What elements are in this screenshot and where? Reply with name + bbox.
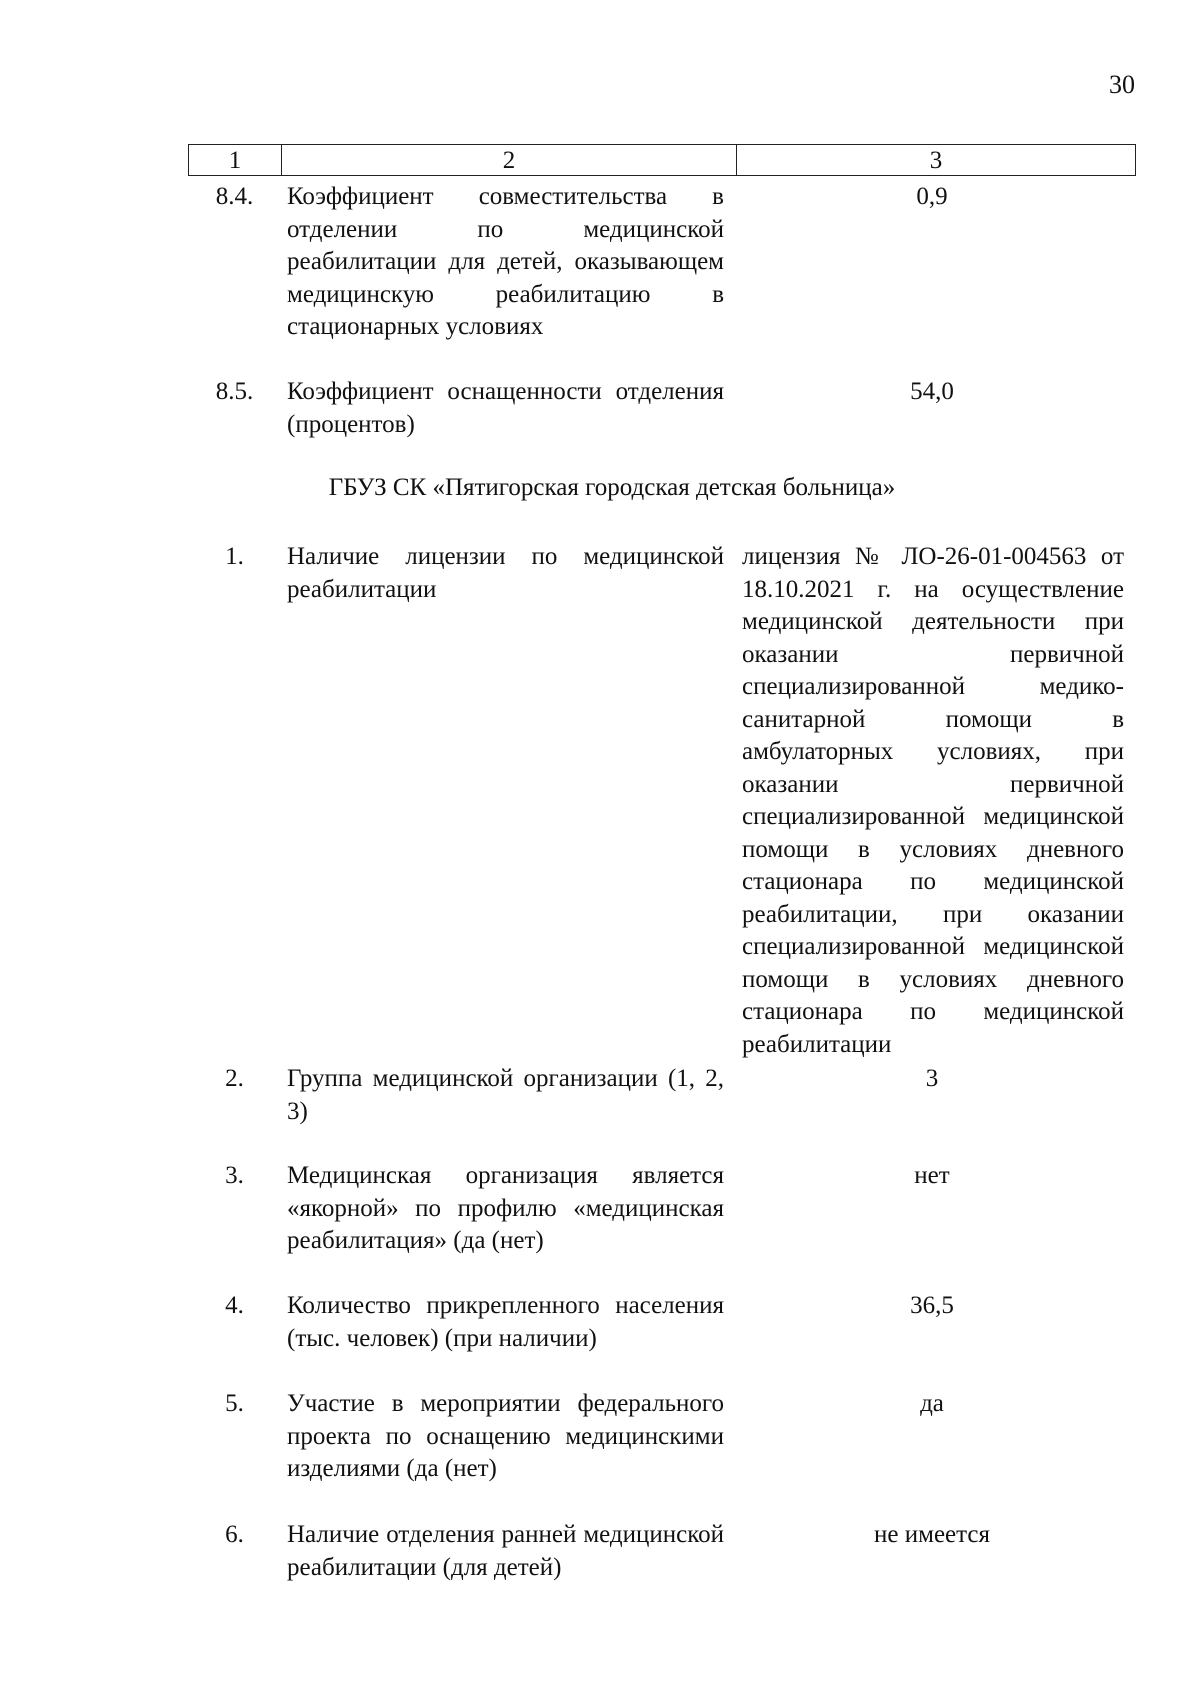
row-description: Группа медицинской организации (1, 2, 3) [287,1065,724,1125]
table-header [188,144,1136,176]
header-col-3: 3 [929,146,943,174]
row-value: лицензия № ЛО-26-01-004563 от 18.10.2021 г. на осуществление медицинской деятельности при оказании первичной специализированной медико-санитарной помощи в амбулаторных условиях, при оказании первичной специализированной медицинской помощи в условиях дневного стационара по медицинской реабилитации, при оказании специализированной медицинской помощи в условиях дневного стационара по медицинской реабилитации [742,543,1124,1058]
row-description: Наличие лицензии по медицинской реабилитации [287,543,724,603]
row-number: 5. [225,1390,244,1417]
row-value: 36,5 [910,1292,954,1319]
row-description: Участие в мероприятии федерального проекта по оснащению медицинскими изделиями (да (нет) [287,1390,724,1482]
row-description: Коэффициент оснащенности отделения (процентов) [287,378,724,438]
row-number: 1. [225,543,244,570]
row-value: 3 [925,1065,939,1092]
row-number: 8.5. [215,378,254,405]
row-description: Медицинская организация является «якорной» по профилю «медицинская реабилитация» (да (нет) [287,1162,724,1254]
row-number: 2. [225,1065,244,1092]
row-value: 54,0 [910,378,954,405]
header-col-2: 2 [282,145,737,175]
row-number: 4. [225,1292,244,1319]
row-description: Количество прикрепленного населения (тыс. человек) (при наличии) [287,1292,724,1352]
row-number: 6. [225,1521,244,1548]
row-description: Коэффициент совместительства в отделении по медицинской реабилитации для детей, оказывающем медицинскую реабилитацию в стационарных условиях [287,183,724,340]
header-col-1: 1 [189,145,282,175]
row-number: 3. [225,1162,244,1189]
row-value: нет [914,1162,950,1189]
row-number: 8.4. [215,183,254,210]
row-description: Наличие отделения ранней медицинской реабилитации (для детей) [287,1521,724,1581]
section-title: ГБУЗ СК «Пятигорская городская детская больница» [328,474,896,501]
page-number: 30 [1109,70,1135,99]
row-value: 0,9 [916,183,948,210]
row-value: да [920,1390,944,1417]
row-value: не имеется [874,1521,990,1548]
